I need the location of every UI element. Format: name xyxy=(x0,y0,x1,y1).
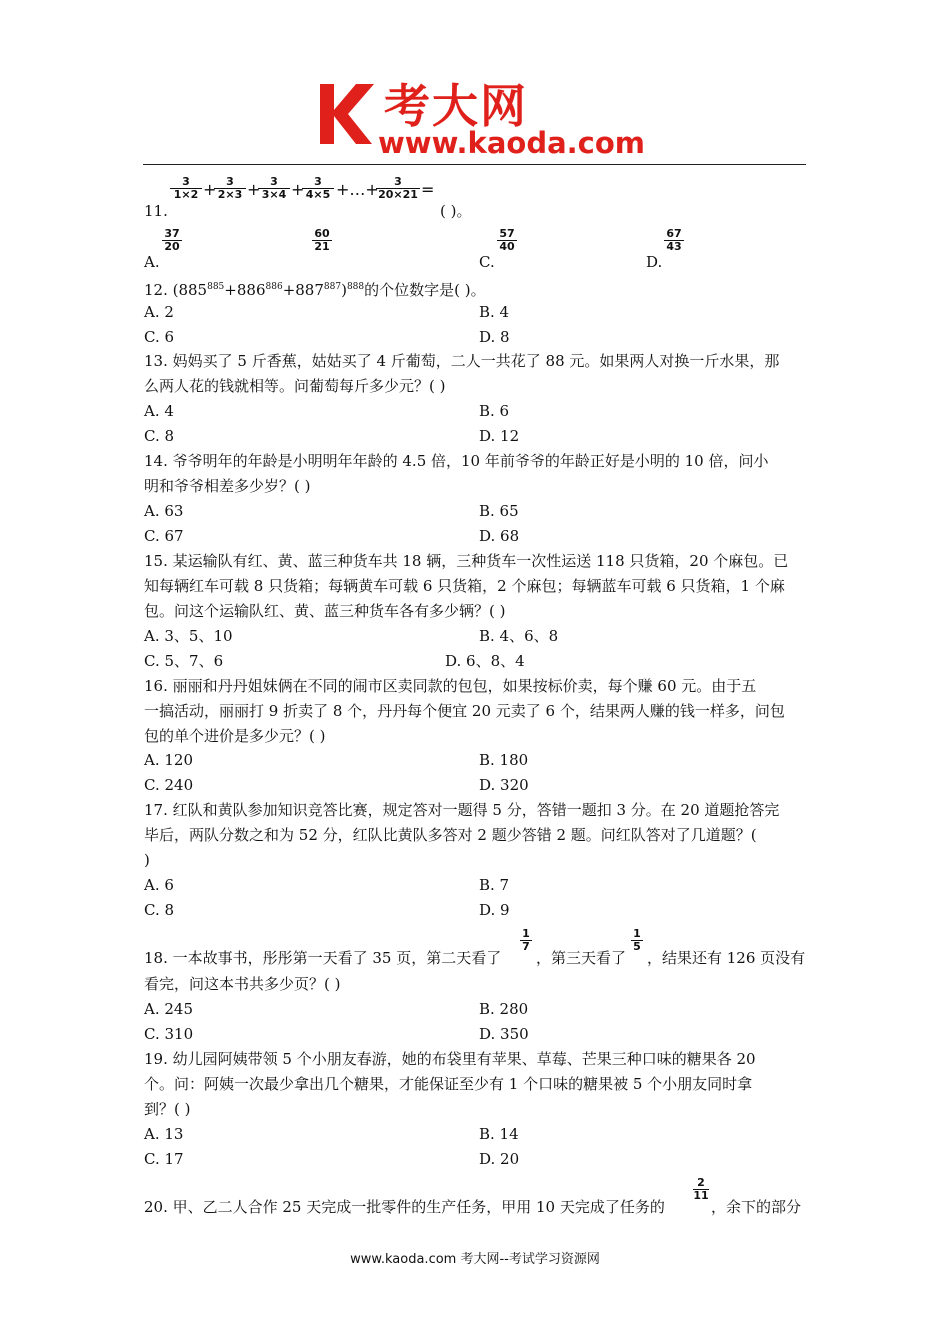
header-divider xyxy=(143,164,806,165)
question-text: 到？( ) xyxy=(144,1100,191,1118)
question-text: ，结果还有 126 页没有 xyxy=(647,949,806,967)
q11-fraction-4: 3 4×5 xyxy=(302,176,334,201)
option-c: C. 240 xyxy=(144,776,194,794)
question-text: ) xyxy=(144,851,150,869)
q11-fraction-2: 3 2×3 xyxy=(214,176,246,201)
page-footer[interactable]: www.kaoda.com 考大网--考试学习资源网 xyxy=(350,1252,600,1267)
fraction-two-elevenths: 2 11 xyxy=(693,1176,709,1202)
question-text: 么两人花的钱就相等。问葡萄每斤多少元？( ) xyxy=(144,377,446,395)
option-a: A. 13 xyxy=(144,1125,184,1143)
question-text: 13. 妈妈买了 5 斤香蕉，姑姑买了 4 斤葡萄，二人一共花了 88 元。如果两人对换一斤水果，那 xyxy=(144,352,780,370)
option-b: B. 4 xyxy=(479,303,510,321)
question-text: 包的单个进价是多少元？( ) xyxy=(144,727,326,745)
option-d: D. 6、8、4 xyxy=(445,652,525,670)
question-text: 包。问这个运输队红、黄、蓝三种货车各有多少辆？( ) xyxy=(144,602,506,620)
question-text: 20. 甲、乙二人合作 25 天完成一批零件的生产任务，甲用 10 天完成了任务的 xyxy=(144,1198,665,1216)
question-text: 毕后，两队分数之和为 52 分，红队比黄队多答对 2 题少答错 2 题。问红队答对了几道题？( xyxy=(144,826,757,844)
option-b: B. 280 xyxy=(479,1000,529,1018)
plus-sign: + xyxy=(247,180,261,199)
option-a: A. 245 xyxy=(144,1000,193,1018)
question-text: 14. 爷爷明年的年龄是小明明年年龄的 4.5 倍，10 年前爷爷的年龄正好是小明的 10 倍，问小 xyxy=(144,452,769,470)
question-text: 19. 幼儿园阿姨带领 5 个小朋友春游，她的布袋里有苹果、草莓、芒果三种口味的糖果各 20 xyxy=(144,1050,756,1068)
site-logo[interactable] xyxy=(318,80,648,160)
q11-fraction-5: 3 20×21 xyxy=(376,176,420,201)
option-c-fraction: 57 40 xyxy=(497,228,517,253)
question-text: 12. $(885^{885}+886^{886}+887^{887})^{888}$的个位数字是( )。 xyxy=(144,281,486,299)
option-c: C. 8 xyxy=(144,901,175,919)
option-d: D. 320 xyxy=(479,776,529,794)
logo-k-icon xyxy=(318,80,380,148)
option-d: D. 20 xyxy=(479,1150,520,1168)
option-a: A. 6 xyxy=(144,876,174,894)
option-b: B. 180 xyxy=(479,751,529,769)
option-b-fraction: 60 21 xyxy=(312,228,332,253)
answer-blank: ( )。 xyxy=(440,202,472,220)
question-text: 看完，问这本书共多少页？( ) xyxy=(144,975,341,993)
equals-sign: = xyxy=(421,180,435,199)
option-letter: D. xyxy=(646,253,663,271)
option-a: A. 63 xyxy=(144,502,184,520)
option-b: B. 7 xyxy=(479,876,510,894)
option-c: C. 310 xyxy=(144,1025,194,1043)
option-d: D. 68 xyxy=(479,527,520,545)
option-b: B. 4、6、8 xyxy=(479,627,559,645)
option-c: C. 6 xyxy=(144,328,175,346)
option-d: D. 9 xyxy=(479,901,510,919)
question-number: 11. xyxy=(144,202,168,220)
question-text: 17. 红队和黄队参加知识竞答比赛，规定答对一题得 5 分，答错一题扣 3 分。在 20 道题抢答完 xyxy=(144,801,780,819)
fraction-one-seventh: 1 7 xyxy=(520,928,532,953)
option-a: A. 3、5、10 xyxy=(144,627,233,645)
fraction-one-fifth: 1 5 xyxy=(631,928,643,953)
option-d: D. 12 xyxy=(479,427,520,445)
option-c: C. 8 xyxy=(144,427,175,445)
logo-brand-text: 考大网 xyxy=(384,79,528,133)
q11-fraction-1: 3 1×2 xyxy=(170,176,202,201)
question-text: 明和爷爷相差多少岁？( ) xyxy=(144,477,311,495)
question-text: 知每辆红车可载 8 只货箱；每辆黄车可载 6 只货箱，2 个麻包；每辆蓝车可载 6 只货箱，1 个麻 xyxy=(144,577,785,595)
plus-sign: + xyxy=(291,180,305,199)
option-a-fraction: 37 20 xyxy=(162,228,182,253)
option-c: C. 5、7、6 xyxy=(144,652,224,670)
option-c: C. 17 xyxy=(144,1150,184,1168)
question-text: ，余下的部分 xyxy=(711,1198,802,1216)
option-letter: A. xyxy=(144,253,160,271)
option-letter: C. xyxy=(479,253,495,271)
option-a: A. 4 xyxy=(144,402,174,420)
question-text: 个。问：阿姨一次最少拿出几个糖果，才能保证至少有 1 个口味的糖果被 5 个小朋友同时拿 xyxy=(144,1075,753,1093)
option-d: D. 8 xyxy=(479,328,510,346)
option-c: C. 67 xyxy=(144,527,184,545)
option-b: B. 65 xyxy=(479,502,519,520)
option-b: B. 14 xyxy=(479,1125,519,1143)
plus-sign: + xyxy=(203,180,217,199)
logo-url: www.kaoda.com xyxy=(378,126,645,160)
question-text: 15. 某运输队有红、黄、蓝三种货车共 18 辆，三种货车一次性运送 118 只货箱，20 个麻包。已 xyxy=(144,552,789,570)
option-a: A. 2 xyxy=(144,303,174,321)
option-d-fraction: 67 43 xyxy=(664,228,684,253)
question-text: 一搞活动，丽丽打 9 折卖了 8 个，丹丹每个便宜 20 元卖了 6 个，结果两人赚的钱一样多，问包 xyxy=(144,702,785,720)
option-d: D. 350 xyxy=(479,1025,529,1043)
question-text: 18. 一本故事书，彤彤第一天看了 35 页，第二天看了 xyxy=(144,949,502,967)
ellipsis-plus: +…+ xyxy=(336,180,379,199)
q11-fraction-3: 3 3×4 xyxy=(258,176,290,201)
question-text: 16. 丽丽和丹丹姐妹俩在不同的闹市区卖同款的包包，如果按标价卖，每个赚 60 元。由于五 xyxy=(144,677,757,695)
option-b: B. 6 xyxy=(479,402,510,420)
question-text: ，第三天看了 xyxy=(536,949,627,967)
option-a: A. 120 xyxy=(144,751,193,769)
